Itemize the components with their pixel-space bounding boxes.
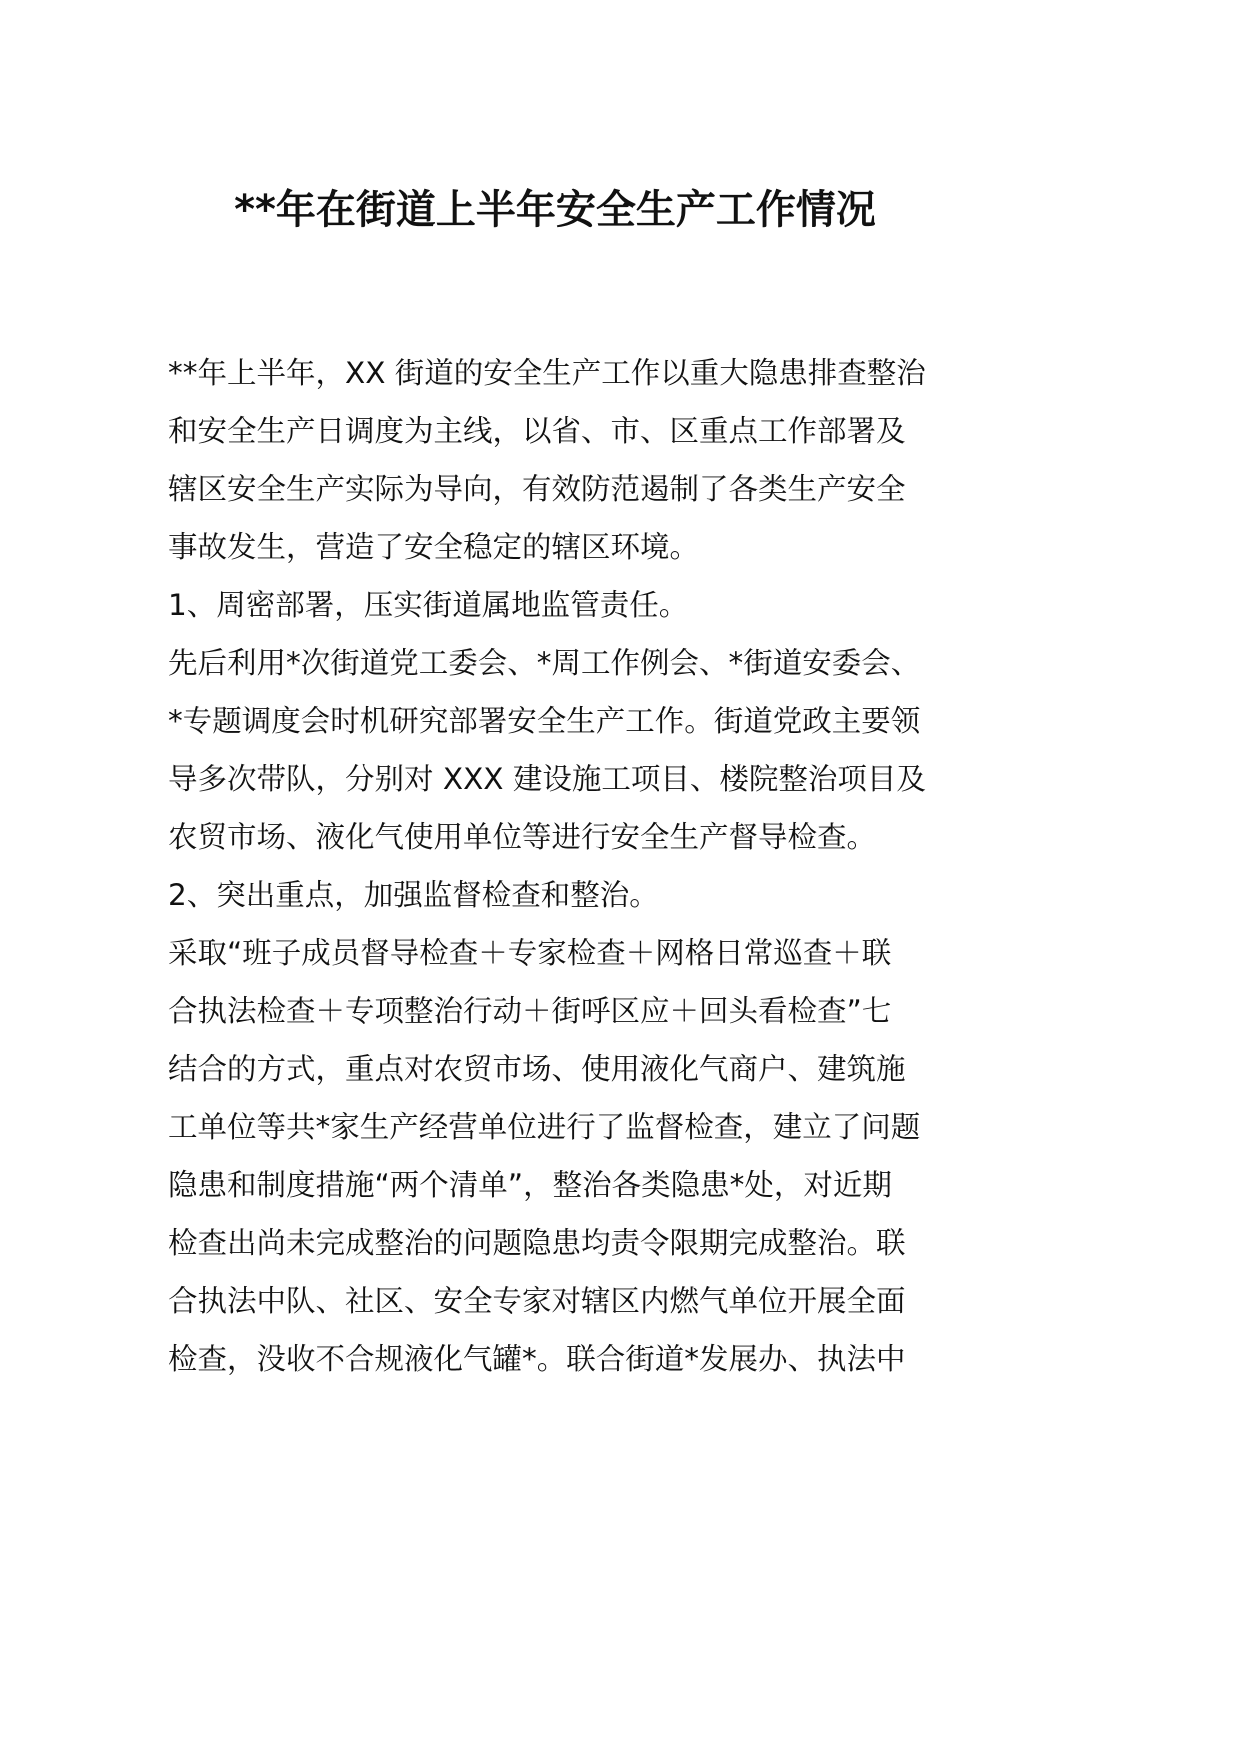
paragraph-line: 检查出尚未完成整治的问题隐患均责令限期完成整治。联	[168, 1226, 906, 1260]
paragraph-line: 和安全生产日调度为主线，以省、市、区重点工作部署及	[168, 414, 906, 448]
paragraph-line: 合执法检查＋专项整治行动＋街呼区应＋回头看检查”七	[168, 994, 892, 1028]
paragraph-line: *专题调度会时机研究部署安全生产工作。街道党政主要领	[168, 704, 921, 738]
paragraph-line: 辖区安全生产实际为导向，有效防范遏制了各类生产安全	[168, 472, 906, 506]
paragraph-line: 检查，没收不合规液化气罐*。联合街道*发展办、执法中	[168, 1342, 906, 1376]
paragraph-line: 工单位等共*家生产经营单位进行了监督检查，建立了问题	[168, 1110, 921, 1144]
paragraph-line: **年上半年，XX 街道的安全生产工作以重大隐患排查整治	[168, 356, 926, 390]
paragraph-line: 先后利用*次街道党工委会、*周工作例会、*街道安委会、	[168, 646, 921, 680]
document-body	[168, 344, 948, 1388]
paragraph-line: 采取“班子成员督导检查＋专家检查＋网格日常巡查＋联	[168, 936, 892, 970]
paragraph-line: 隐患和制度措施“两个清单”，整治各类隐患*处，对近期	[168, 1168, 892, 1202]
section-heading: 1、周密部署，压实街道属地监管责任。	[168, 588, 689, 622]
paragraph-line: 事故发生，营造了安全稳定的辖区环境。	[168, 530, 700, 564]
paragraph-line: 合执法中队、社区、安全专家对辖区内燃气单位开展全面	[168, 1284, 906, 1318]
paragraph-line: 农贸市场、液化气使用单位等进行安全生产督导检查。	[168, 820, 877, 854]
document-title: **年在街道上半年安全生产工作情况	[234, 187, 876, 233]
section-heading: 2、突出重点，加强监督检查和整治。	[168, 878, 659, 912]
paragraph-line: 导多次带队，分别对 XXX 建设施工项目、楼院整治项目及	[168, 762, 926, 796]
paragraph-line: 结合的方式，重点对农贸市场、使用液化气商户、建筑施	[168, 1052, 906, 1086]
